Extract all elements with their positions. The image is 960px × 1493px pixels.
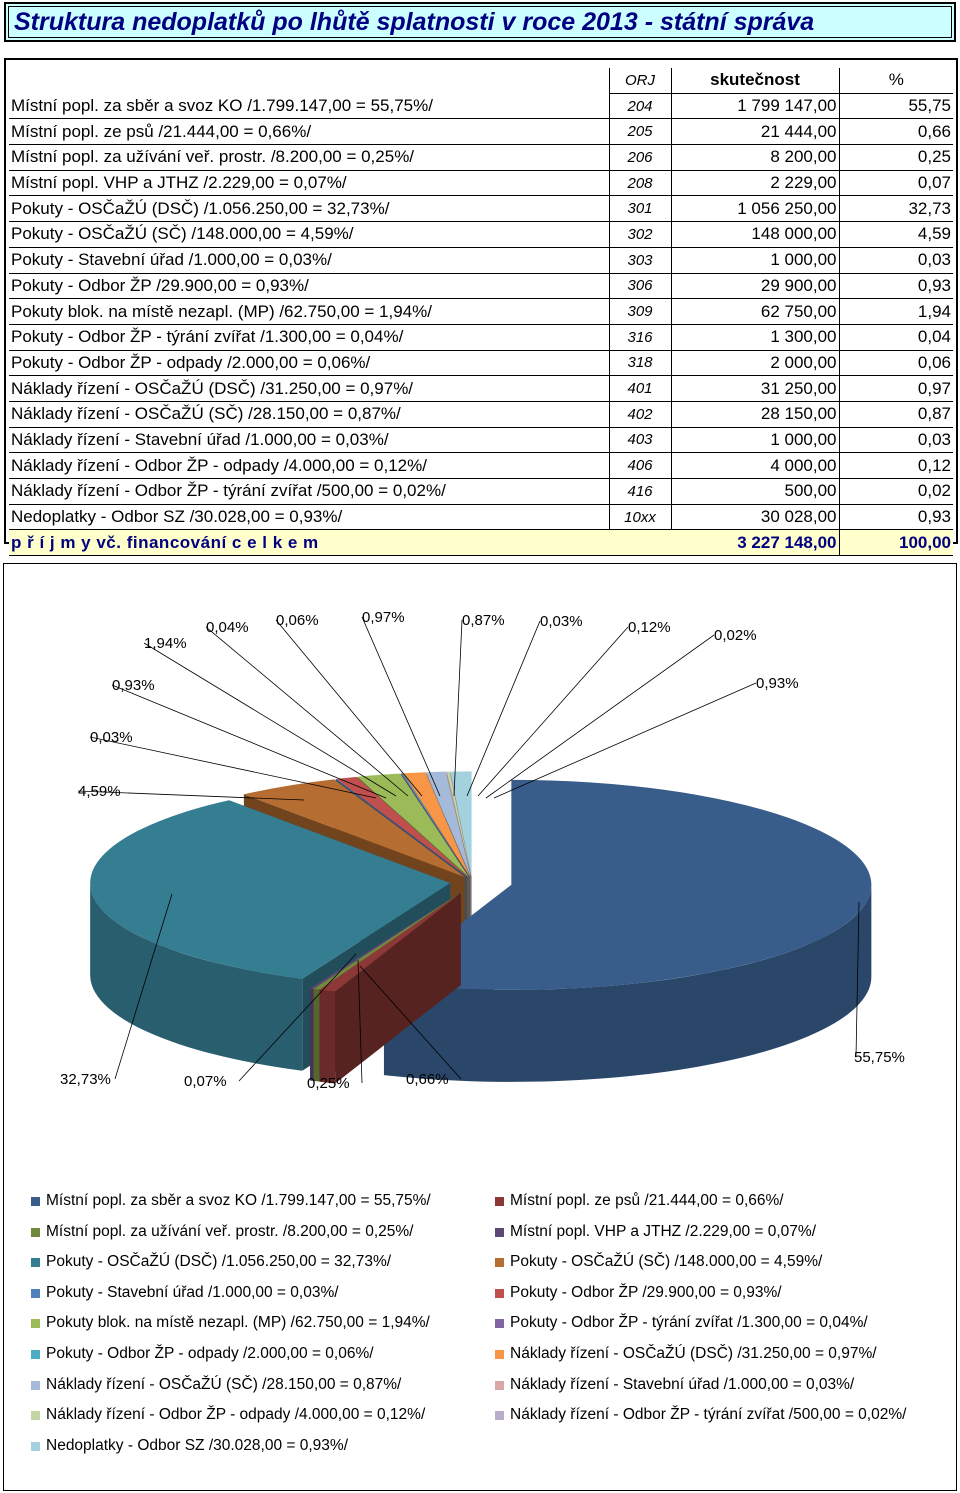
legend-swatch (31, 1442, 40, 1451)
row-value: 148 000,00 (671, 222, 839, 248)
legend-swatch (495, 1258, 504, 1267)
table-row (9, 350, 953, 376)
pct-header: % (839, 68, 953, 93)
table-row (9, 145, 953, 171)
row-orj: 309 (609, 299, 671, 325)
data-label: 0,97% (362, 609, 405, 626)
row-pct: 0,97 (839, 376, 953, 402)
row-label: Pokuty - Odbor ŽP /29.900,00 = 0,93%/ (9, 273, 609, 299)
row-orj: 406 (609, 453, 671, 479)
row-label: Místní popl. VHP a JTHZ /2.229,00 = 0,07%/ (9, 170, 609, 196)
table-row (9, 222, 953, 248)
legend-swatch (31, 1289, 40, 1298)
row-label: Pokuty - OSČaŽÚ (DSČ) /1.056.250,00 = 32,73%/ (9, 196, 609, 222)
legend-label: Místní popl. za sběr a svoz KO /1.799.147,00 = 55,75%/ (46, 1192, 431, 1209)
row-orj: 10xx (609, 504, 671, 530)
row-orj: 208 (609, 170, 671, 196)
row-value: 29 900,00 (671, 273, 839, 299)
row-orj: 403 (609, 427, 671, 453)
row-value: 21 444,00 (671, 119, 839, 145)
row-value: 1 300,00 (671, 324, 839, 350)
data-label: 0,25% (307, 1075, 350, 1092)
legend-swatch (495, 1381, 504, 1390)
data-label-leader (478, 627, 628, 796)
row-label: Pokuty - OSČaŽÚ (SČ) /148.000,00 = 4,59%/ (9, 222, 609, 248)
row-orj: 306 (609, 273, 671, 299)
row-value: 1 056 250,00 (671, 196, 839, 222)
legend-swatch (31, 1319, 40, 1328)
legend-swatch (495, 1411, 504, 1420)
value-header: skutečnost (671, 68, 839, 93)
pie-slice-side (314, 989, 321, 1082)
total-pct: 100,00 (839, 530, 953, 556)
row-orj: 316 (609, 324, 671, 350)
row-label: Místní popl. za sběr a svoz KO /1.799.147,00 = 55,75%/ (9, 93, 609, 119)
row-label: Náklady řízení - OSČaŽÚ (DSČ) /31.250,00 = 0,97%/ (9, 376, 609, 402)
table-row (9, 196, 953, 222)
row-pct: 0,87 (839, 401, 953, 427)
row-orj: 402 (609, 401, 671, 427)
data-label-leader (90, 737, 376, 798)
row-orj: 416 (609, 479, 671, 505)
row-label: Pokuty - Odbor ŽP - týrání zvířat /1.300,00 = 0,04%/ (9, 324, 609, 350)
row-label: Náklady řízení - Stavební úřad /1.000,00 = 0,03%/ (9, 427, 609, 453)
row-pct: 0,12 (839, 453, 953, 479)
row-orj: 303 (609, 247, 671, 273)
row-pct: 32,73 (839, 196, 953, 222)
table-row (9, 170, 953, 196)
data-label-leader (467, 621, 540, 796)
data-label: 0,03% (540, 613, 583, 630)
data-label: 0,66% (406, 1071, 449, 1088)
legend-label: Pokuty blok. na místě nezapl. (MP) /62.750,00 = 1,94%/ (46, 1314, 430, 1332)
legend-label: Pokuty - Odbor ŽP - odpady /2.000,00 = 0,06%/ (46, 1345, 374, 1362)
total-label: p ř í j m y vč. financování c e l k e m (9, 530, 671, 556)
row-pct: 1,94 (839, 299, 953, 325)
data-label: 4,59% (78, 783, 121, 800)
legend-label: Místní popl. za užívání veř. prostr. /8.200,00 = 0,25%/ (46, 1222, 414, 1240)
row-value: 28 150,00 (671, 401, 839, 427)
legend-swatch (31, 1411, 40, 1420)
data-label: 0,87% (462, 612, 505, 629)
table-row (9, 119, 953, 145)
legend-label: Místní popl. ze psů /21.444,00 = 0,66%/ (510, 1192, 784, 1209)
table-row (9, 247, 953, 273)
legend-swatch (495, 1228, 504, 1237)
legend-swatch (31, 1350, 40, 1359)
row-orj: 401 (609, 376, 671, 402)
row-label: Náklady řízení - OSČaŽÚ (SČ) /28.150,00 = 0,87%/ (9, 401, 609, 427)
row-orj: 205 (609, 119, 671, 145)
orj-header: ORJ (609, 68, 671, 93)
data-label: 0,03% (90, 729, 133, 746)
row-pct: 0,07 (839, 170, 953, 196)
legend-swatch (495, 1197, 504, 1206)
total-value: 3 227 148,00 (671, 530, 839, 556)
row-value: 1 000,00 (671, 247, 839, 273)
row-label: Místní popl. za užívání veř. prostr. /8.200,00 = 0,25%/ (9, 145, 609, 171)
row-value: 500,00 (671, 479, 839, 505)
data-label: 0,93% (112, 677, 155, 694)
row-label: Pokuty - Odbor ŽP - odpady /2.000,00 = 0,06%/ (9, 350, 609, 376)
row-value: 4 000,00 (671, 453, 839, 479)
data-label-leader (112, 685, 386, 798)
row-pct: 0,03 (839, 427, 953, 453)
arrears-table-frame (4, 58, 958, 552)
data-label-leader (494, 683, 756, 798)
legend-label: Místní popl. VHP a JTHZ /2.229,00 = 0,07%/ (510, 1222, 816, 1240)
row-value: 31 250,00 (671, 376, 839, 402)
row-pct: 0,93 (839, 273, 953, 299)
table-row (9, 273, 953, 299)
data-label-leader (276, 620, 422, 796)
row-label: Náklady řízení - Odbor ŽP - odpady /4.000,00 = 0,12%/ (9, 453, 609, 479)
row-orj: 302 (609, 222, 671, 248)
table-row (9, 299, 953, 325)
table-row (9, 401, 953, 427)
data-label: 0,12% (628, 619, 671, 636)
table-header-row (9, 68, 953, 93)
table-row (9, 479, 953, 505)
row-pct: 0,93 (839, 504, 953, 530)
legend-label: Pokuty - OSČaŽÚ (SČ) /148.000,00 = 4,59%/ (510, 1253, 823, 1271)
pie-slice-side (320, 990, 336, 1084)
table-row (9, 427, 953, 453)
legend-label: Pokuty - OSČaŽÚ (DSČ) /1.056.250,00 = 32,73%/ (46, 1253, 392, 1271)
legend-swatch (495, 1350, 504, 1359)
data-label-leader (362, 617, 440, 796)
legend-label: Náklady řízení - Stavební úřad /1.000,00 = 0,03%/ (510, 1375, 855, 1393)
row-pct: 0,04 (839, 324, 953, 350)
row-value: 2 229,00 (671, 170, 839, 196)
table-row (9, 504, 953, 530)
row-value: 2 000,00 (671, 350, 839, 376)
data-label: 1,94% (144, 635, 187, 652)
title-banner (4, 2, 956, 42)
row-pct: 0,66 (839, 119, 953, 145)
row-orj: 318 (609, 350, 671, 376)
row-pct: 55,75 (839, 93, 953, 119)
row-orj: 301 (609, 196, 671, 222)
table-row (9, 324, 953, 350)
legend-label: Náklady řízení - Odbor ŽP - odpady /4.000,00 = 0,12%/ (46, 1406, 426, 1424)
row-pct: 0,03 (839, 247, 953, 273)
row-label: Pokuty - Stavební úřad /1.000,00 = 0,03%/ (9, 247, 609, 273)
row-pct: 0,02 (839, 479, 953, 505)
row-orj: 206 (609, 145, 671, 171)
row-orj: 204 (609, 93, 671, 119)
legend-swatch (495, 1289, 504, 1298)
total-row (9, 530, 953, 556)
row-label: Pokuty blok. na místě nezapl. (MP) /62.750,00 = 1,94%/ (9, 299, 609, 325)
arrears-table (9, 68, 953, 556)
table-row (9, 376, 953, 402)
data-label: 0,06% (276, 612, 319, 629)
row-pct: 0,06 (839, 350, 953, 376)
row-value: 1 799 147,00 (671, 93, 839, 119)
legend-label: Náklady řízení - OSČaŽÚ (SČ) /28.150,00 = 0,87%/ (46, 1375, 402, 1393)
row-label: Nedoplatky - Odbor SZ /30.028,00 = 0,93%/ (9, 504, 609, 530)
row-value: 30 028,00 (671, 504, 839, 530)
data-label: 0,04% (206, 619, 249, 636)
legend-label: Náklady řízení - OSČaŽÚ (DSČ) /31.250,00 = 0,97%/ (510, 1345, 877, 1362)
data-label-leader (454, 620, 462, 796)
row-pct: 4,59 (839, 222, 953, 248)
row-value: 1 000,00 (671, 427, 839, 453)
data-label: 55,75% (854, 1049, 905, 1066)
data-label: 32,73% (60, 1071, 111, 1088)
row-value: 62 750,00 (671, 299, 839, 325)
row-label: Náklady řízení - Odbor ŽP - týrání zvířat /500,00 = 0,02%/ (9, 479, 609, 505)
row-value: 8 200,00 (671, 145, 839, 171)
data-label: 0,93% (756, 675, 799, 692)
data-label: 0,02% (714, 627, 757, 644)
legend-swatch (31, 1197, 40, 1206)
row-label: Místní popl. ze psů /21.444,00 = 0,66%/ (9, 119, 609, 145)
page-title: Struktura nedoplatků po lhůtě splatnosti v roce 2013 - státní správa (14, 8, 815, 36)
legend-swatch (495, 1319, 504, 1328)
legend-swatch (31, 1381, 40, 1390)
row-pct: 0,25 (839, 145, 953, 171)
legend-label: Náklady řízení - Odbor ŽP - týrání zvířat /500,00 = 0,02%/ (510, 1406, 907, 1424)
legend-label: Pokuty - Odbor ŽP - týrání zvířat /1.300,00 = 0,04%/ (510, 1314, 868, 1332)
legend-label: Pokuty - Stavební úřad /1.000,00 = 0,03%/ (46, 1283, 339, 1301)
legend-label: Nedoplatky - Odbor SZ /30.028,00 = 0,93%/ (46, 1436, 349, 1454)
legend-swatch (31, 1228, 40, 1237)
legend-swatch (31, 1258, 40, 1267)
pie-chart-area (3, 563, 957, 1491)
data-label: 0,07% (184, 1073, 227, 1090)
legend-label: Pokuty - Odbor ŽP /29.900,00 = 0,93%/ (510, 1283, 782, 1301)
table-row (9, 453, 953, 479)
table-row (9, 93, 953, 119)
